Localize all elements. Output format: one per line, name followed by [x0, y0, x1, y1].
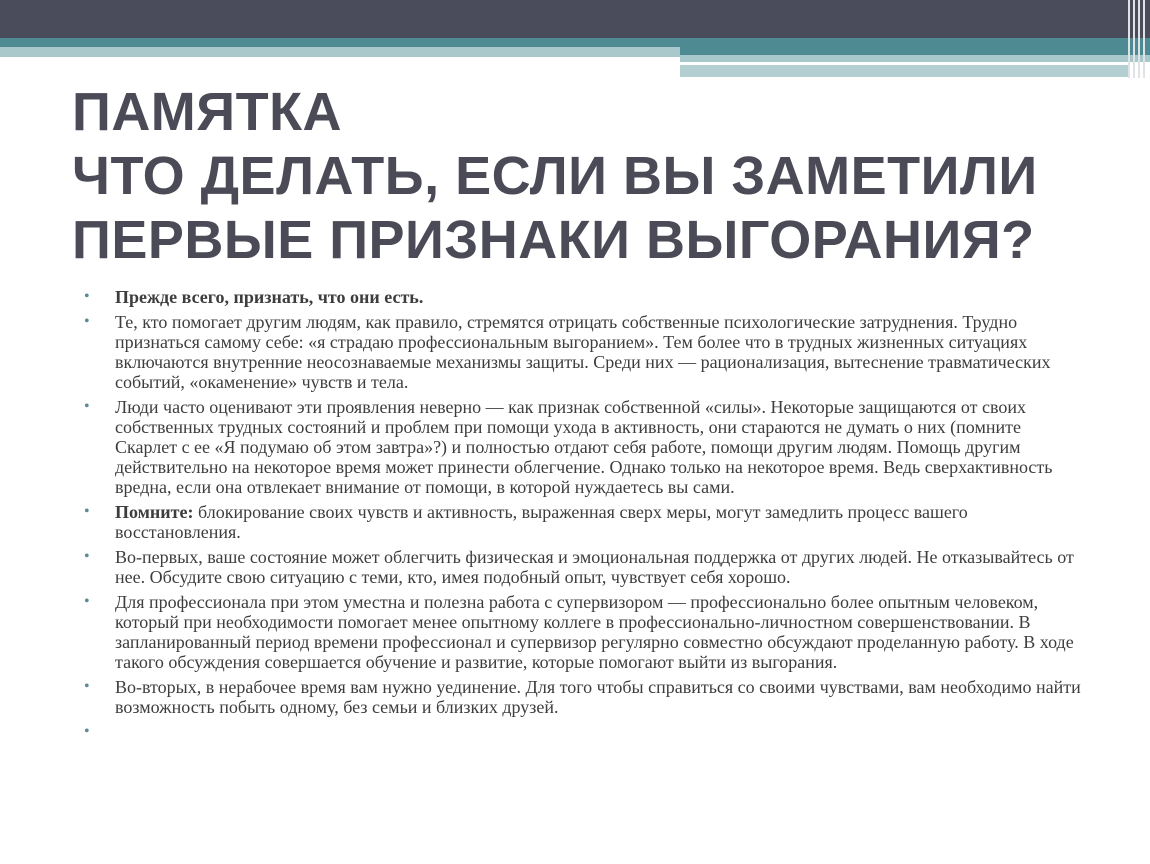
bullet-item [84, 502, 1084, 542]
slide-title [72, 80, 1132, 272]
bullet-item [84, 312, 1084, 392]
header-band-dark [0, 0, 1150, 38]
title-line: ЧТО ДЕЛАТЬ, ЕСЛИ ВЫ ЗАМЕТИЛИ [72, 146, 1038, 206]
title-line: ПАМЯТКА [72, 82, 343, 142]
bullet-item [84, 677, 1084, 717]
title-line: ПЕРВЫЕ ПРИЗНАКИ ВЫГОРАНИЯ? [72, 210, 1035, 270]
bullet-item [84, 287, 1084, 307]
header-divider-line [680, 62, 1065, 65]
header-band-pale-left [0, 47, 680, 57]
bullet-bold-text: Прежде всего, признать, что они есть. [115, 287, 424, 307]
bullet-text: блокирование своих чувств и активность, выраженная сверх меры, могут замедлить процесс вашего восстановления. [115, 502, 968, 542]
bullet-item [84, 547, 1084, 587]
header-band-pale-lower [680, 65, 1130, 77]
header-stripes-decoration [1124, 0, 1150, 78]
bullet-item [84, 397, 1084, 497]
bullet-list [84, 287, 1084, 722]
bullet-text: Те, кто помогает другим людям, как правило, стремятся отрицать собственные психологические затруднения. Трудно признаться самому себе: «я страдаю профессиональным выгоранием». Тем более что в трудных жизненных ситуациях включаются внутренние неосознаваемые механизмы защиты. Среди них — рационализация, вытеснение травматических событий, «окаменение» чувств и тела. [115, 312, 1051, 392]
header-band-pale-right [680, 55, 1150, 62]
bullet-bold-text: Помните: [115, 502, 194, 522]
bullet-text: Во-вторых, в нерабочее время вам нужно уединение. Для того чтобы справиться со своими чувствами, вам необходимо найти возможность побыть одному, без семьи и близких друзей. [115, 677, 1081, 717]
bullet-text: Люди часто оценивают эти проявления неверно — как признак собственной «силы». Некоторые защищаются от своих собственных трудных состояний и проблем при помощи ухода в активность, они стараются не думать о них (помните Скарлет с ее «Я подумаю об этом завтра»?) и полностью отдают себя работе, помощи другим людям. Помощь другим действительно на некоторое время может принести облегчение. Однако только на некоторое время. Ведь сверхактивность вредна, если она отвлекает внимание от помощи, в которой нуждаетесь вы сами. [115, 397, 1053, 497]
bullet-text: Для профессионала при этом уместна и полезна работа с супервизором — профессионально более опытным человеком, который при необходимости помогает менее опытному коллеге в профессионально-личностном совершенствовании. В запланированный период времени профессионал и супервизор регулярно совместно обсуждают проделанную работу. В ходе такого обсуждения совершается обучение и развитие, которые помогают выйти из выгорания. [115, 592, 1074, 672]
bullet-item [84, 592, 1084, 672]
bullet-text: Во-первых, ваше состояние может облегчить физическая и эмоциональная поддержка от других людей. Не отказывайтесь от нее. Обсудите свою ситуацию с теми, кто, имея подобный опыт, чувствует себя хорошо. [115, 547, 1074, 587]
